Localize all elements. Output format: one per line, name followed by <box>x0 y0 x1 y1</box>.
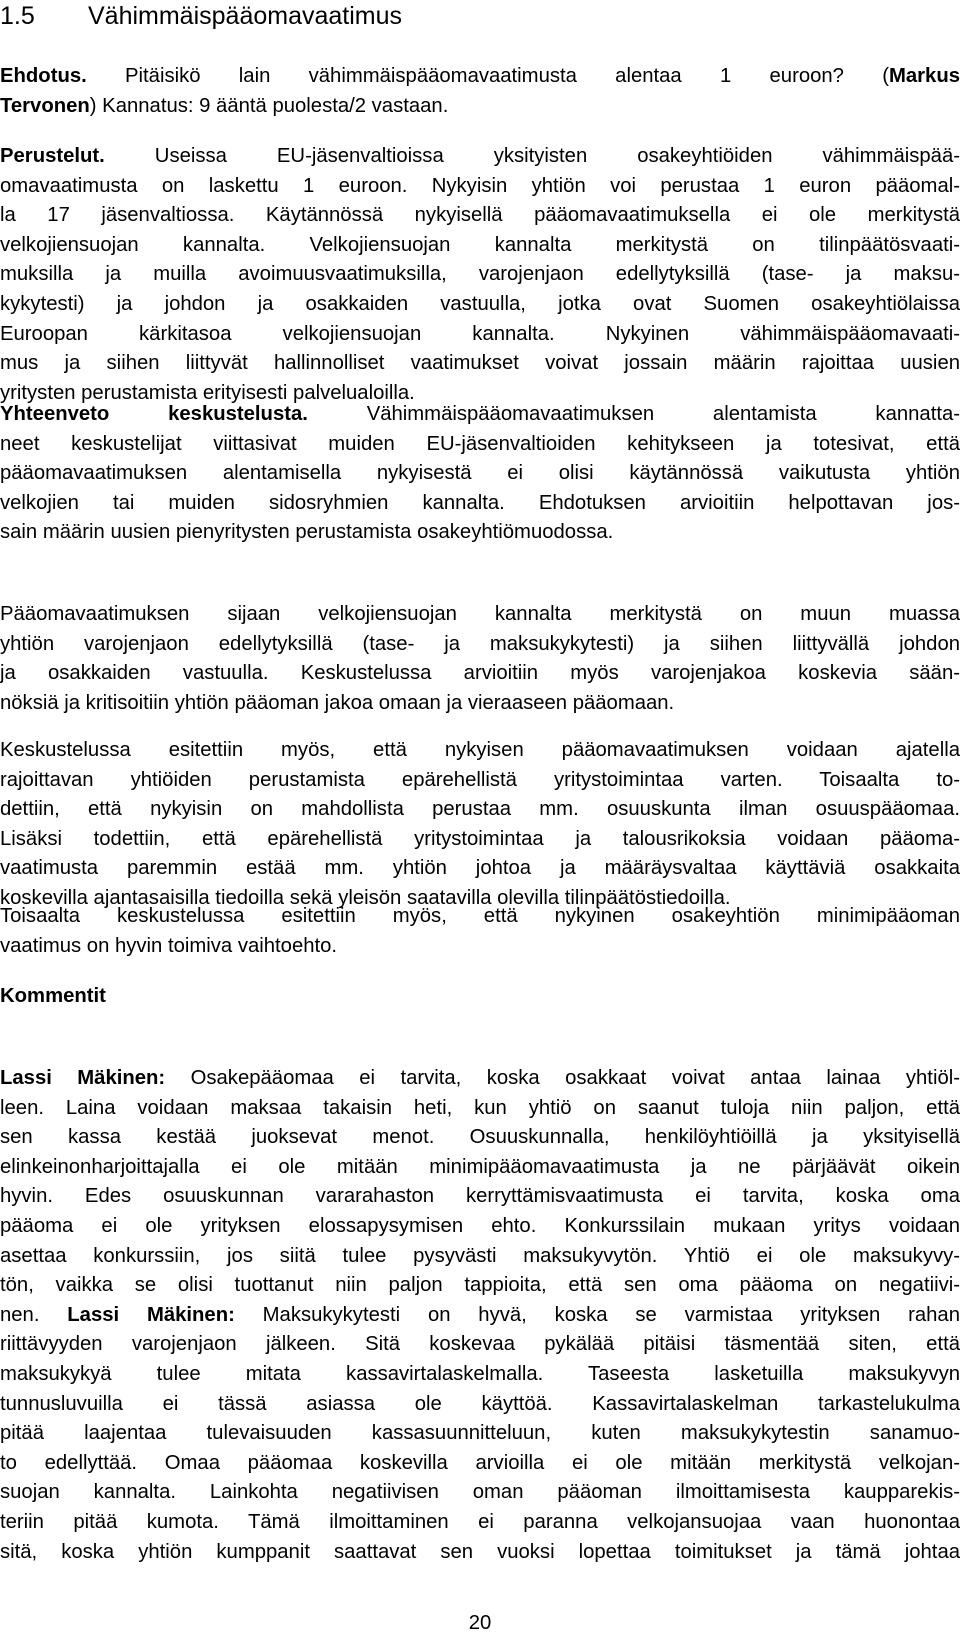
text-line <box>0 62 960 92</box>
text-run: Maksukykytesti on hyvä, koska se varmistaa yrityksen rahan <box>234 1303 960 1326</box>
text-line <box>0 825 960 855</box>
text-run: Toisaalta keskustelussa esitettiin myös, että nykyinen osakeyhtiön minimipääoman <box>0 905 960 927</box>
text-line <box>0 854 960 884</box>
text-line <box>0 1538 960 1568</box>
text-run: koskevilla ajantasaisilla tiedoilla sekä yleisön saatavilla olevilla tilinpäätöstiedoilla. <box>0 886 731 909</box>
text-line <box>0 290 960 320</box>
section-heading <box>0 0 402 32</box>
text-run: Euroopan kärkitasoa velkojiensuojan kannalta. Nykyinen vähimmäispääomavaati- <box>0 322 960 345</box>
dishonest-business-paragraph <box>0 736 960 914</box>
text-line <box>0 172 960 202</box>
text-line <box>0 1271 960 1301</box>
text-line <box>0 1153 960 1183</box>
bold-text: Yhteenveto keskustelusta. <box>0 403 308 425</box>
bold-text: Lassi Mäkinen: <box>67 1303 235 1326</box>
bold-text: Markus <box>888 65 960 87</box>
text-line <box>0 982 960 1012</box>
text-line <box>0 736 960 766</box>
text-run: suojan kannalta. Lainkohta negatiivisen oman pääoman ilmoittamisesta kaupparekis- <box>0 1481 960 1504</box>
text-line <box>0 400 960 430</box>
text-run: sitä, koska yhtiön kumppanit saattavat sen vuoksi lopettaa toimitukset ja tämä johtaa <box>0 1540 960 1563</box>
text-run: vaatimus on hyvin toimiva vaihtoehto. <box>0 934 338 957</box>
text-run: hyvin. Edes osuuskunnan vararahaston kerryttämisvaatimusta ei tarvita, koska oma <box>0 1185 960 1208</box>
text-line <box>0 1508 960 1538</box>
text-run: Pitäisikö lain vähimmäispääomavaatimusta alentaa 1 euroon? ( <box>86 65 889 87</box>
text-run: omavaatimusta on laskettu 1 euroon. Nykyisin yhtiön voi perustaa 1 euron pääomal- <box>0 174 960 197</box>
minimum-capital-paragraph <box>0 902 960 961</box>
text-line <box>0 1123 960 1153</box>
text-run: yhtiön varojenjaon edellytyksillä (tase- ja maksukykytesti) ja siihen liittyvällä johdon <box>0 632 960 655</box>
text-line <box>0 766 960 796</box>
text-run: to edellyttää. Omaa pääomaa koskevilla arvioilla ei ole mitään merkitystä velkojan- <box>0 1451 960 1474</box>
text-run: Lisäksi todettiin, että epärehellistä yritystoimintaa ja talousrikoksia voidaan pääoma- <box>0 827 960 850</box>
text-run: neet keskustelijat viittasivat muiden EU-jäsenvaltioiden kehitykseen ja totesivat, että <box>0 432 960 455</box>
text-run: mus ja siihen liittyvät hallinnolliset vaatimukset voivat jossain määrin rajoittaa uusien <box>0 352 960 375</box>
text-run: Osakepääomaa ei tarvita, koska osakkaat voivat antaa lainaa yhtiöl- <box>165 1067 960 1089</box>
bold-text: Tervonen <box>0 94 90 117</box>
text-line <box>0 1419 960 1449</box>
text-line <box>0 630 960 660</box>
text-line <box>0 320 960 350</box>
text-line <box>0 795 960 825</box>
section-number: 1.5 <box>0 2 35 30</box>
text-line <box>0 518 960 548</box>
page-number: 20 <box>468 1612 492 1634</box>
text-line <box>0 600 960 630</box>
text-line <box>0 349 960 379</box>
text-line <box>0 1390 960 1420</box>
text-line <box>0 902 960 932</box>
text-run: kykytesti) ja johdon ja osakkaiden vastuulla, jotka ovat Suomen osakeyhtiölaissa <box>0 292 960 315</box>
text-run: sain määrin uusien pienyritysten perustamista osakeyhtiömuodossa. <box>0 521 614 544</box>
text-line <box>0 1449 960 1479</box>
text-run: leen. Laina voidaan maksaa takaisin heti, kun yhtiö on saanut tuloja niin paljon, että <box>0 1096 960 1119</box>
text-run: vaatimusta paremmin estää mm. yhtiön johtoa ja määräysvaltaa käyttäviä osakkaita <box>0 857 960 880</box>
bold-text: Perustelut. <box>0 145 105 167</box>
text-run: tön, vaikka se olisi tuottanut niin paljon tappioita, että sen oma pääoma on negatiivi- <box>0 1274 960 1297</box>
text-line <box>0 1064 960 1094</box>
text-line <box>0 689 960 719</box>
text-run: velkojiensuojan kannalta. Velkojiensuojan kannalta merkitystä on tilinpäätösvaati- <box>0 233 960 256</box>
text-run: pääoma ei ole yrityksen elossapysymisen ehto. Konkurssilain mukaan yritys voidaan <box>0 1214 960 1237</box>
text-run: dettiin, että nykyisin on mahdollista perustaa mm. osuuskunta ilman osuuspääomaa. <box>0 798 960 821</box>
text-line <box>0 1094 960 1124</box>
text-run: sen kassa kestää juoksevat menot. Osuuskunnalla, henkilöyhtiöillä ja yksityisellä <box>0 1126 960 1149</box>
text-line <box>0 92 960 122</box>
text-run: teriin pitää kumota. Tämä ilmoittaminen ei paranna velkojansuojaa vaan huonontaa <box>0 1510 960 1533</box>
bold-text: Lassi Mäkinen: <box>0 1067 166 1089</box>
text-line <box>0 659 960 689</box>
text-line <box>0 1301 960 1331</box>
bold-text: Kommentit <box>0 985 106 1007</box>
text-line <box>0 1478 960 1508</box>
text-run: nöksiä ja kritisoitiin yhtiön pääoman jakoa omaan ja vieraaseen pääomaan. <box>0 691 675 714</box>
text-line <box>0 1212 960 1242</box>
text-line <box>0 201 960 231</box>
rationale-paragraph <box>0 142 960 408</box>
text-line <box>0 1182 960 1212</box>
text-run: Pääomavaatimuksen sijaan velkojiensuojan kannalta merkitystä on muun muassa <box>0 603 960 625</box>
text-line <box>0 489 960 519</box>
text-line <box>0 459 960 489</box>
text-run: pitää laajentaa tulevaisuuden kassasuunnitteluun, kuten maksukykytestin sanamuo- <box>0 1422 960 1445</box>
text-run: tunnusluvuilla ei tässä asiassa ole käyttöä. Kassavirtalaskelman tarkastelukulma <box>0 1392 960 1415</box>
text-line <box>0 231 960 261</box>
text-run: Useissa EU-jäsenvaltioissa yksityisten osakeyhtiöiden vähimmäispää- <box>104 145 960 167</box>
discussion-summary-paragraph <box>0 400 960 548</box>
bold-text: Ehdotus. <box>0 65 87 87</box>
text-run: Keskustelussa esitettiin myös, että nykyisen pääomavaatimuksen voidaan ajatella <box>0 739 960 761</box>
text-run: Vähimmäispääomavaatimuksen alentamista kannatta- <box>307 403 960 425</box>
section-title: Vähimmäispääomavaatimus <box>88 2 403 30</box>
text-run: elinkeinonharjoittajalla ei ole mitään minimipääomavaatimusta ja ne pärjäävät oikein <box>0 1155 960 1178</box>
text-line <box>0 1360 960 1390</box>
text-run: velkojien tai muiden sidosryhmien kannalta. Ehdotuksen arvioitiin helpottavan jos- <box>0 491 960 514</box>
text-line <box>0 260 960 290</box>
text-run: muksilla ja muilla avoimuusvaatimuksilla, varojenjaon edellytyksillä (tase- ja maksu- <box>0 263 960 286</box>
text-line <box>0 932 960 962</box>
text-run: asettaa konkurssiin, jos siitä tulee pysyvästi maksukyvytön. Yhtiö ei ole maksukyvy- <box>0 1244 960 1267</box>
text-line <box>0 1242 960 1272</box>
proposal-paragraph <box>0 62 960 121</box>
text-run: ) Kannatus: 9 ääntä puolesta/2 vastaan. <box>89 94 449 117</box>
text-line <box>0 430 960 460</box>
text-run: riittävyyden varojenjaon jälkeen. Sitä koskevaa pykälää pitäisi täsmentää siten, että <box>0 1333 960 1356</box>
capital-requirement-paragraph <box>0 600 960 718</box>
text-run: rajoittavan yhtiöiden perustamista epärehellistä yritystoimintaa varten. Toisaalta to- <box>0 768 960 791</box>
text-run: pääomavaatimuksen alentamisella nykyisestä ei olisi käytännössä vaikutusta yhtiön <box>0 462 960 485</box>
comments-heading <box>0 982 960 1012</box>
text-line <box>0 142 960 172</box>
text-run: nen. <box>0 1303 68 1326</box>
text-run: ja osakkaiden vastuulla. Keskustelussa arvioitiin myös varojenjakoa koskevia sään- <box>0 662 960 685</box>
text-run: la 17 jäsenvaltiossa. Käytännössä nykyisellä pääomavaatimuksella ei ole merkitystä <box>0 204 960 227</box>
text-line <box>0 1330 960 1360</box>
comment-lassi-makinen <box>0 1064 960 1567</box>
text-run: yritysten perustamista erityisesti palvelualoilla. <box>0 381 415 404</box>
text-run: maksukykyä tulee mitata kassavirtalaskelmalla. Taseesta lasketuilla maksukyvyn <box>0 1362 960 1385</box>
